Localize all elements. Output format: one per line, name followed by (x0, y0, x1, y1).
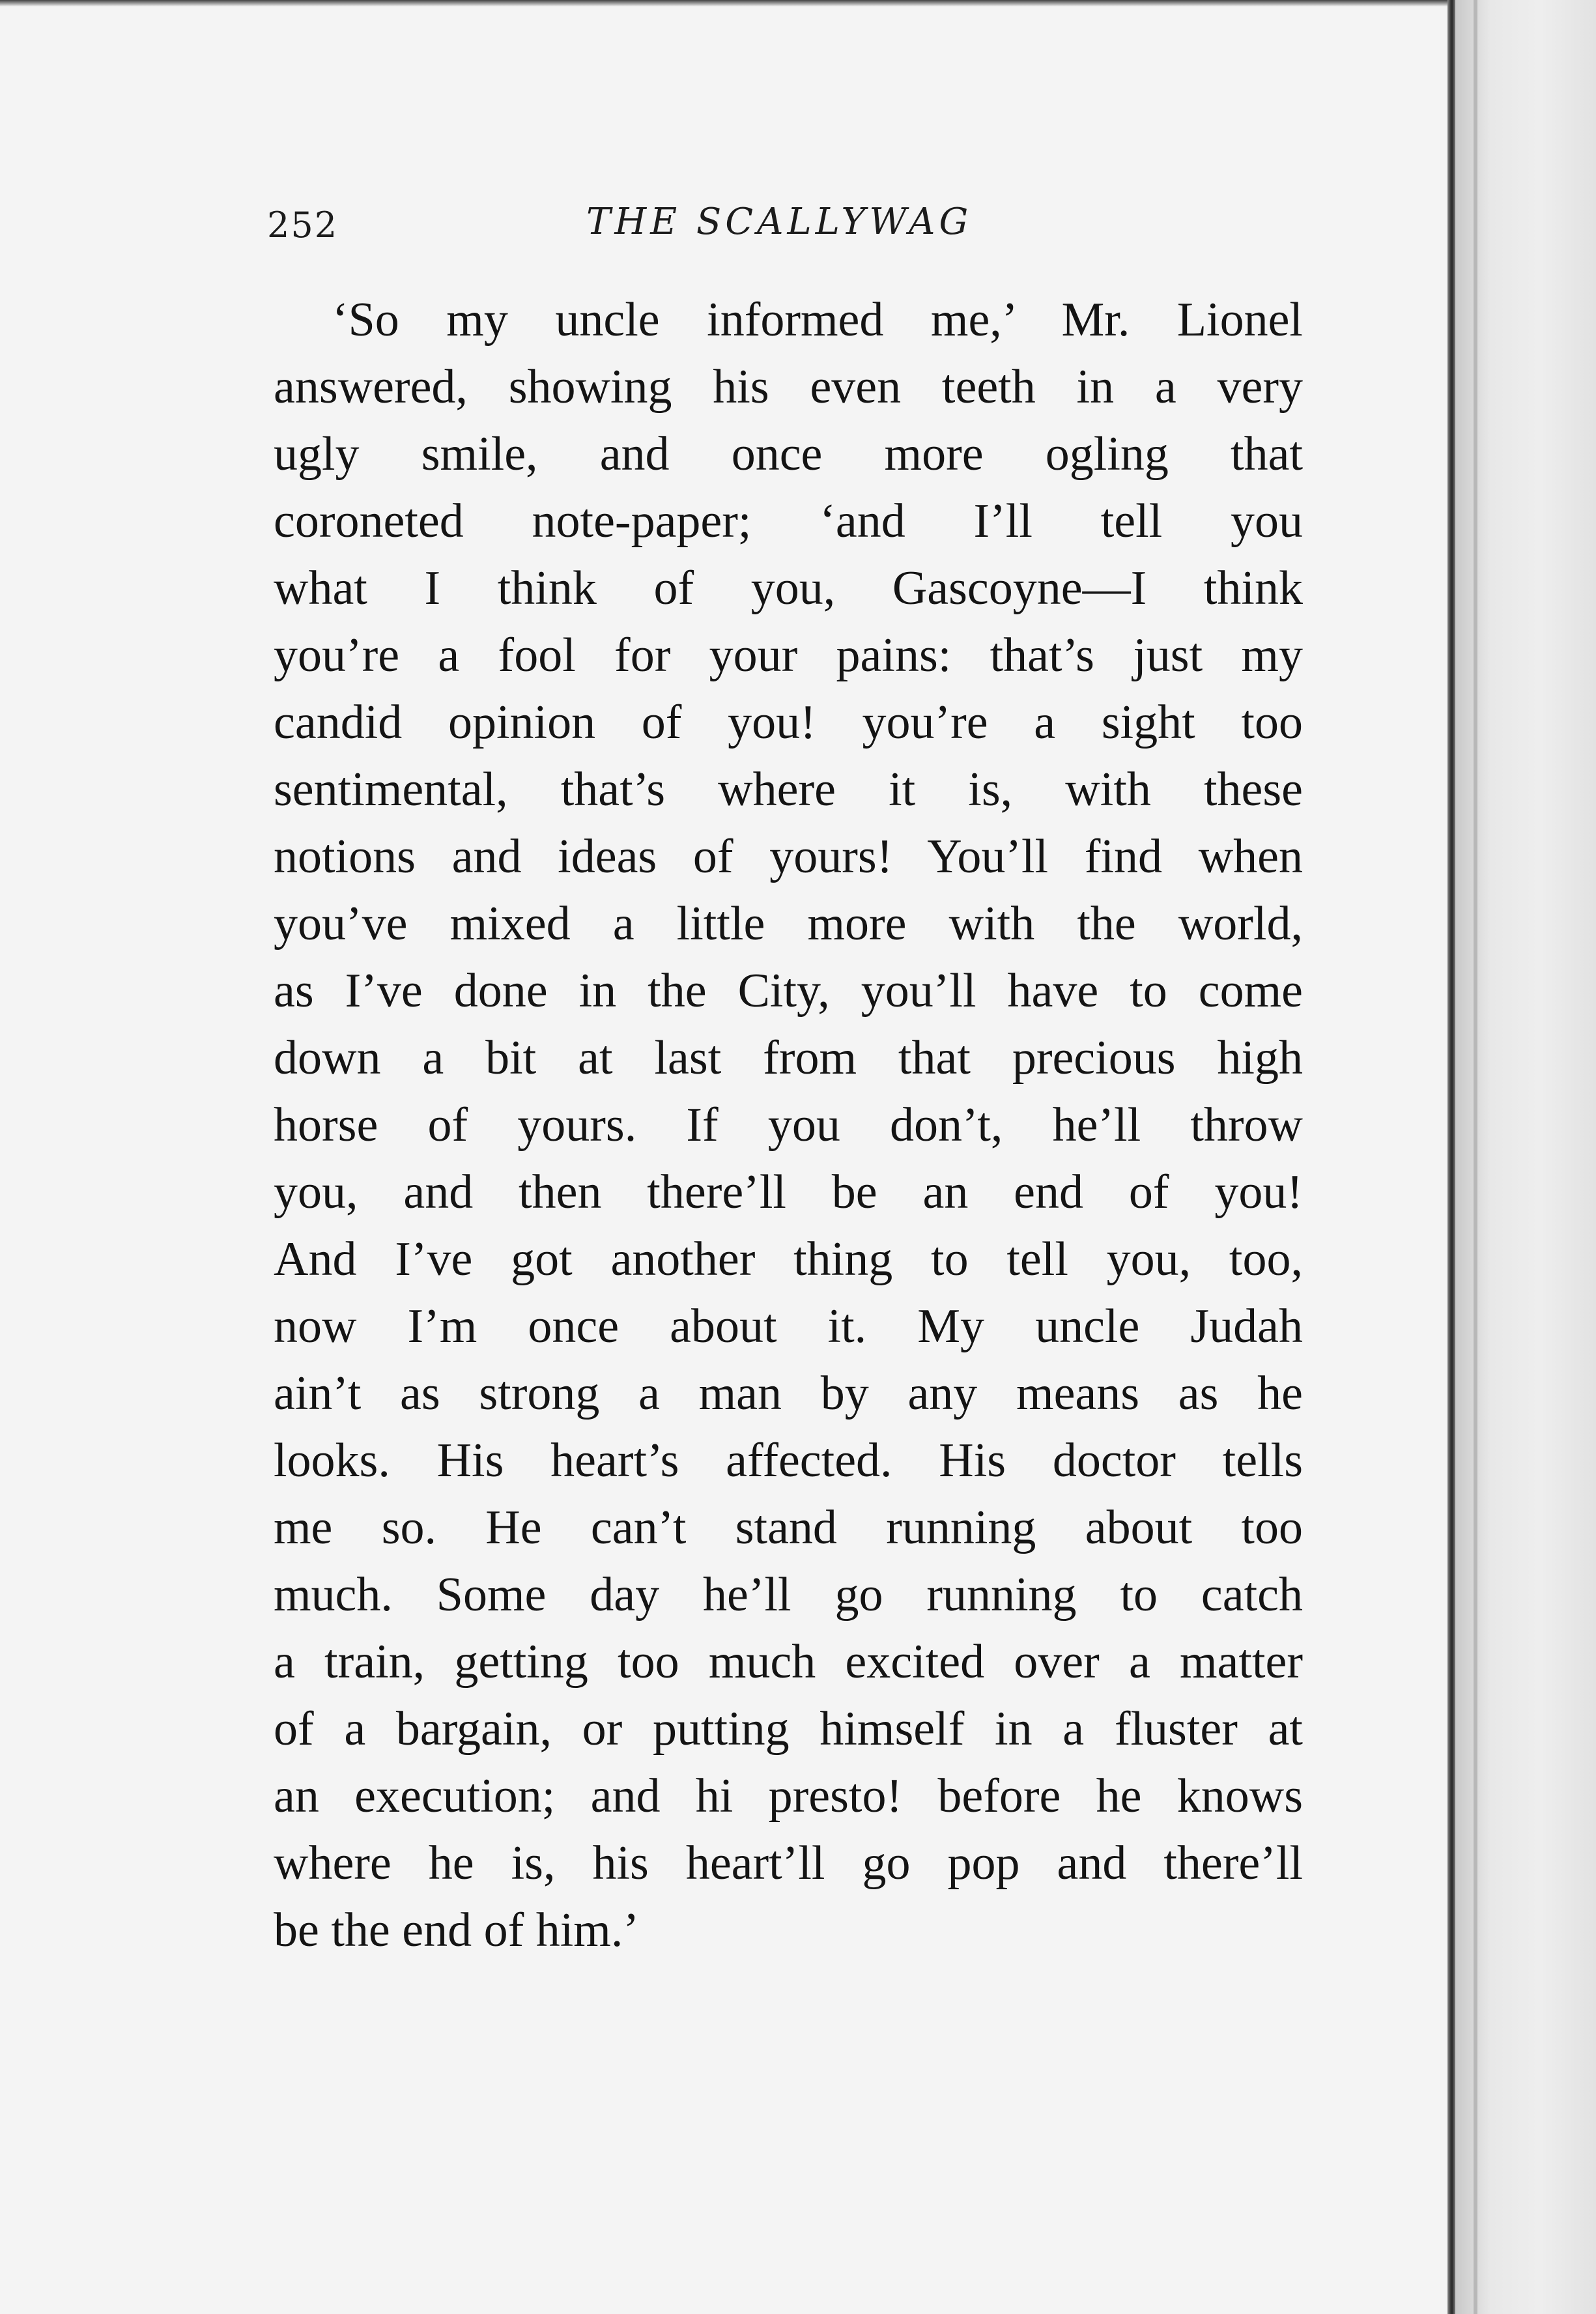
text-line: sentimental, that’s where it is, with these (274, 763, 1303, 816)
top-edge-shadow (0, 0, 1453, 7)
text-line: you’re a fool for your pains: that’s just my (274, 629, 1303, 682)
adjacent-page-border (1474, 0, 1477, 2314)
book-title: THE SCALLYWAG (586, 201, 973, 243)
text-line: ugly smile, and once more ogling that (274, 427, 1303, 481)
text-line: now I’m once about it. My uncle Judah (274, 1300, 1303, 1353)
text-line: me so. He can’t stand running about too (274, 1501, 1303, 1554)
text-line: an execution; and hi presto! before he knows (274, 1769, 1303, 1823)
text-line: notions and ideas of yours! You’ll find when (274, 830, 1303, 883)
text-line: ‘So my uncle informed me,’ Mr. Lionel (332, 293, 1303, 347)
page-gutter (1447, 0, 1455, 2314)
text-line: candid opinion of you! you’re a sight too (274, 696, 1303, 749)
text-line: ain’t as strong a man by any means as he (274, 1367, 1303, 1420)
text-line: down a bit at last from that precious high (274, 1031, 1303, 1085)
body-paragraph (274, 287, 1303, 1964)
text-line: And I’ve got another thing to tell you, too, (274, 1233, 1303, 1286)
page-number: 252 (267, 205, 339, 246)
text-line: what I think of you, Gascoyne—I think (274, 562, 1303, 615)
text-line: answered, showing his even teeth in a very (274, 360, 1303, 414)
text-line: horse of yours. If you don’t, he’ll throw (274, 1098, 1303, 1152)
text-line: much. Some day he’ll go running to catch (274, 1568, 1303, 1621)
text-line: be the end of him.’ (274, 1904, 639, 1957)
running-head (267, 201, 1316, 253)
text-line: of a bargain, or putting himself in a fluster at (274, 1702, 1303, 1756)
text-line: you, and then there’ll be an end of you! (274, 1165, 1303, 1219)
text-line: looks. His heart’s affected. His doctor tells (274, 1434, 1303, 1487)
text-line: you’ve mixed a little more with the world, (274, 897, 1303, 950)
text-line: coroneted note-paper; ‘and I’ll tell you (274, 494, 1303, 548)
text-line: a train, getting too much excited over a matter (274, 1635, 1303, 1689)
text-line: as I’ve done in the City, you’ll have to come (274, 964, 1303, 1018)
text-line: where he is, his heart’ll go pop and there’ll (274, 1836, 1303, 1890)
